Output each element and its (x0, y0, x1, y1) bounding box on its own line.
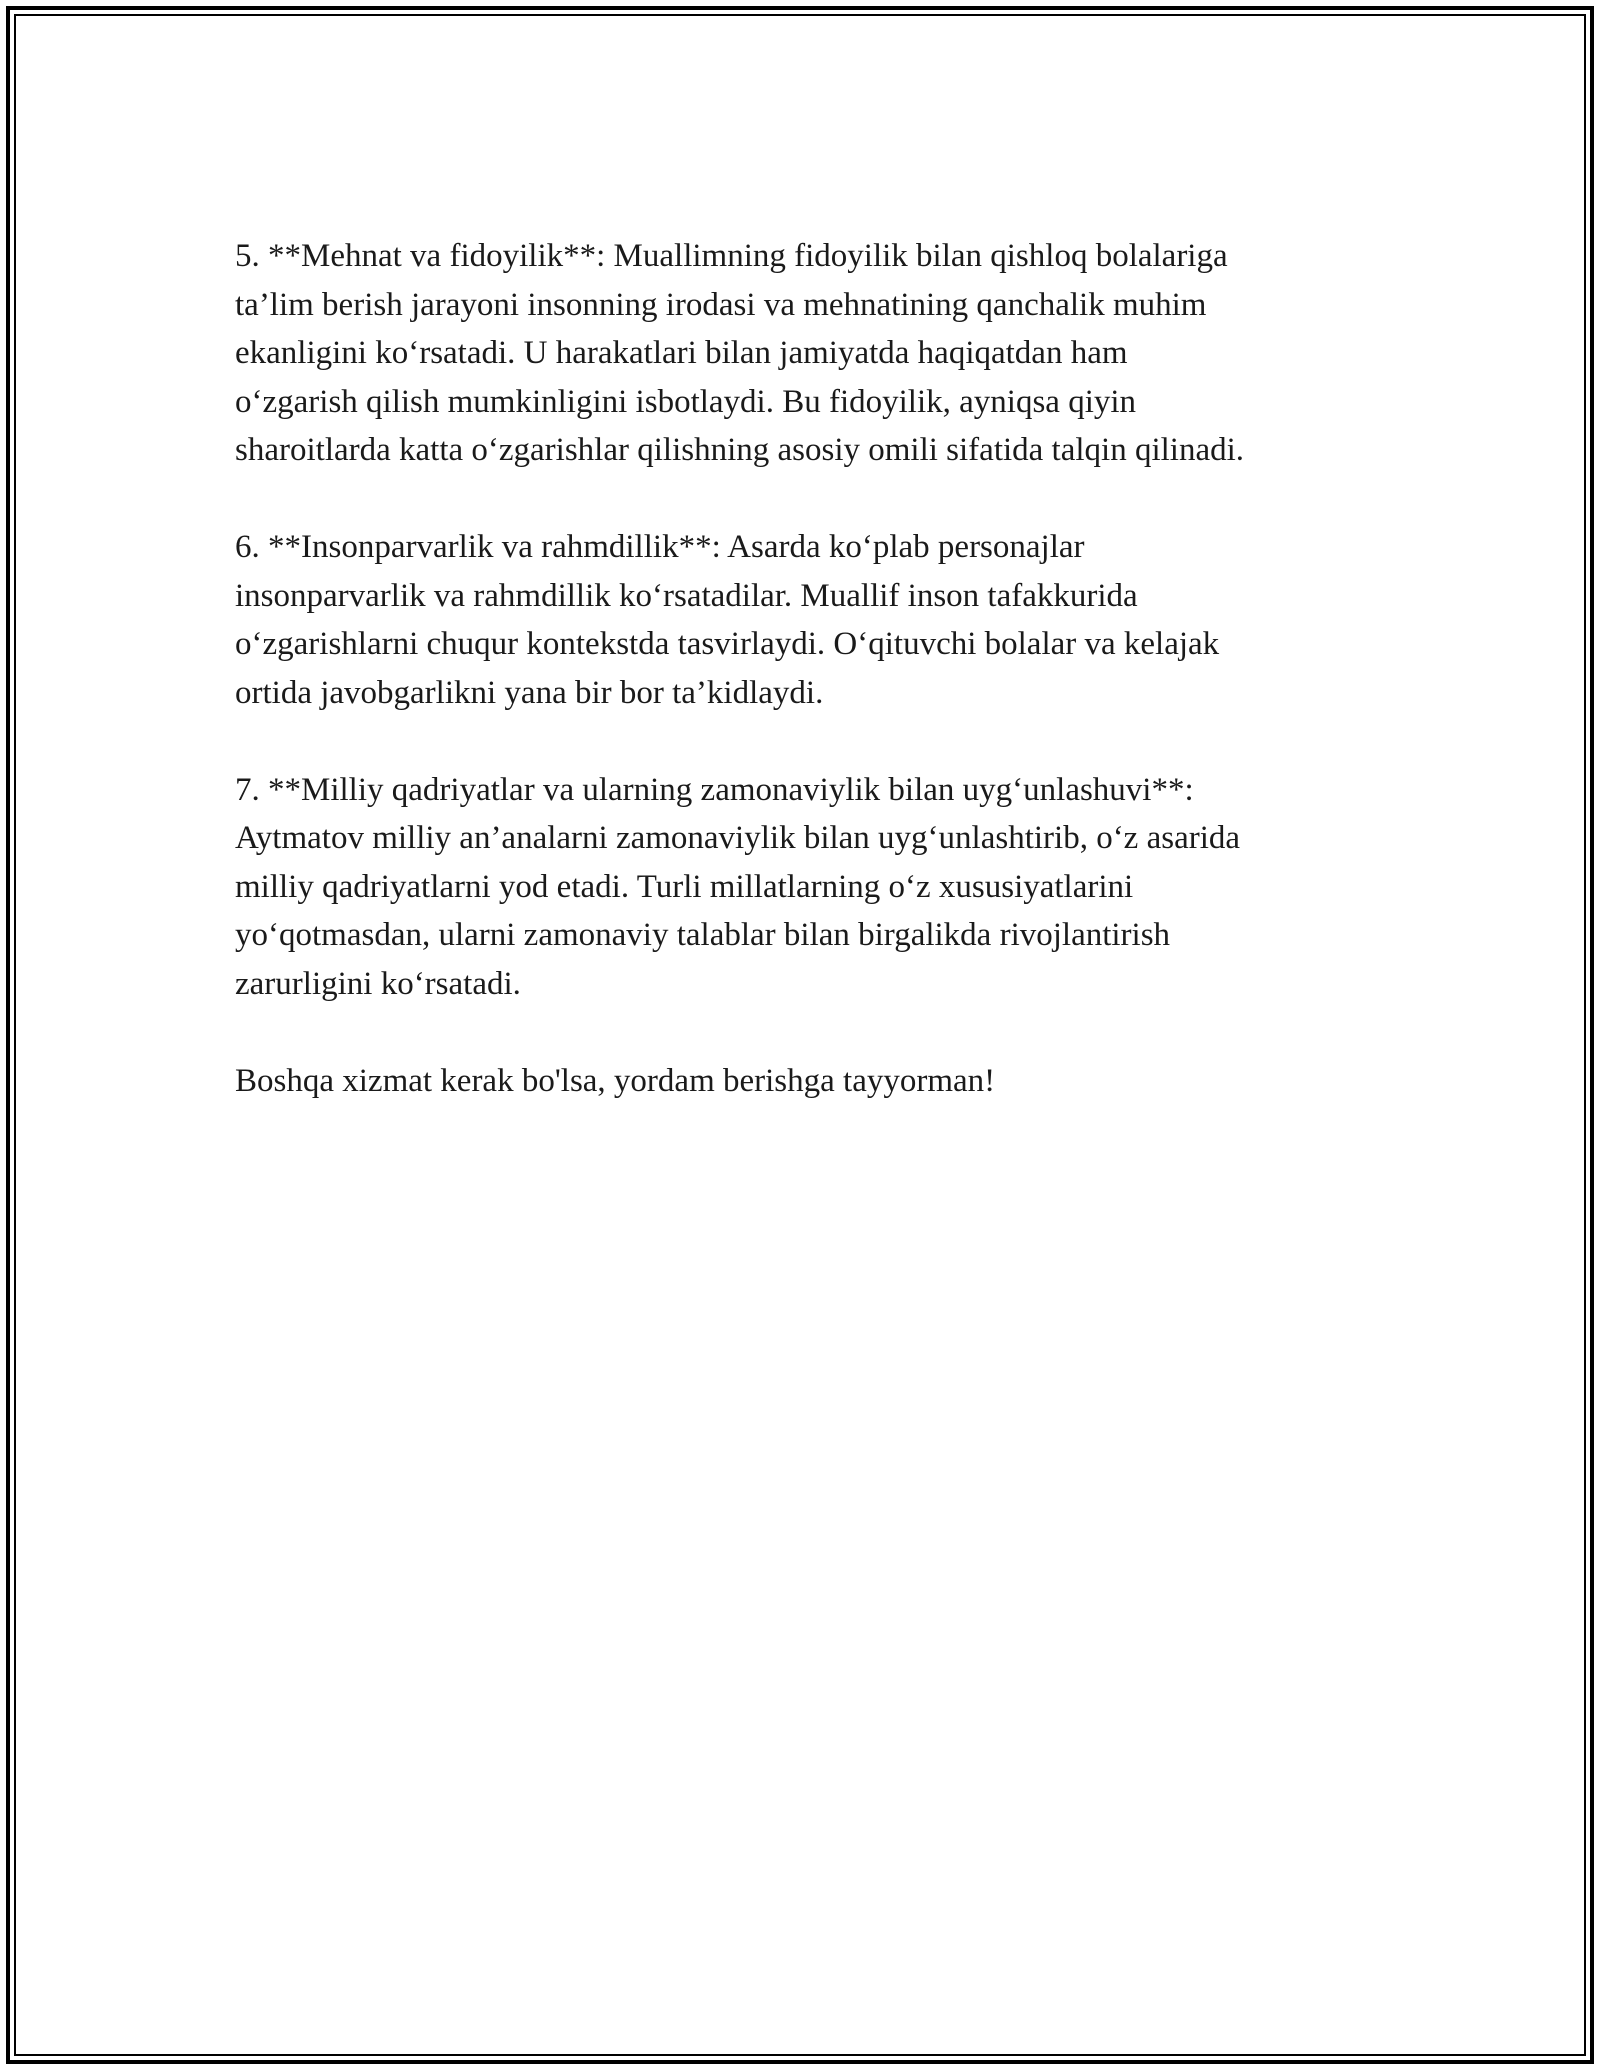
text-line: 7. **Milliy qadriyatlar va ularning zamonaviylik bilan uyg‘unlashuvi**: (235, 771, 1194, 808)
text-line: Aytmatov milliy an’analarni zamonaviylik bilan uyg‘unlashtirib, o‘z asarida (235, 820, 1241, 856)
text-line: insonparvarlik va rahmdillik ko‘rsatadilar. Muallif inson tafakkurida (235, 577, 1138, 614)
text-line: ortida javobgarlikni yana bir bor ta’kidlaydi. (235, 674, 824, 711)
text-line: 5. **Mehnat va fidoyilik**: Muallimning fidoyilik bilan qishloq bolalariga (235, 238, 1228, 274)
document-body (235, 232, 1365, 1154)
text-line: o‘zgarishlarni chuqur kontekstda tasvirlaydi. O‘qituvchi bolalar va kelajak (235, 626, 1220, 662)
paragraph-closing (235, 1057, 1365, 1106)
text-line: sharoitlarda katta o‘zgarishlar qilishning asosiy omili sifatida talqin qilinadi. (235, 432, 1245, 468)
text-line: 6. **Insonparvarlik va rahmdillik**: Asarda ko‘plab personajlar (235, 529, 1085, 565)
text-line: zarurligini ko‘rsatadi. (235, 965, 521, 1002)
paragraph-milliy-qadriyatlar (235, 766, 1365, 1009)
text-line: Boshqa xizmat kerak bo'lsa, yordam berishga tayyorman! (235, 1062, 996, 1099)
text-line: o‘zgarish qilish mumkinligini isbotlaydi. Bu fidoyilik, ayniqsa qiyin (235, 383, 1137, 420)
text-line: ekanligini ko‘rsatadi. U harakatlari bilan jamiyatda haqiqatdan ham (235, 335, 1128, 371)
paragraph-insonparvarlik (235, 523, 1365, 717)
text-line: ta’lim berish jarayoni insonning irodasi va mehnatining qanchalik muhim (235, 286, 1207, 323)
text-line: milliy qadriyatlarni yod etadi. Turli millatlarning o‘z xususiyatlarini (235, 868, 1134, 905)
paragraph-mehnat-va-fidoyilik (235, 232, 1365, 475)
text-line: yo‘qotmasdan, ularni zamonaviy talablar bilan birgalikda rivojlantirish (235, 917, 1171, 953)
